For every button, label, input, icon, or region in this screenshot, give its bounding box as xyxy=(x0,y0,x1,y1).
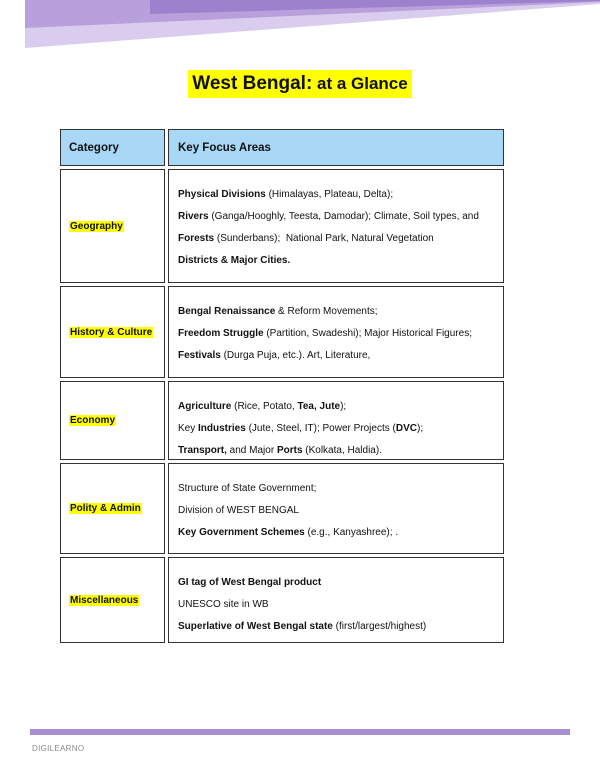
table-row xyxy=(60,169,504,283)
category-label: Miscellaneous xyxy=(70,594,139,606)
focus-text: Industries xyxy=(198,423,246,434)
focus-line xyxy=(178,206,497,228)
header-key-focus: Key Focus Areas xyxy=(168,129,504,166)
focus-text: (Sunderbans); National Park, Natural Vegetation xyxy=(214,233,434,244)
page-title xyxy=(188,70,411,98)
focus-text: DVC xyxy=(395,423,417,434)
focus-line xyxy=(178,184,497,206)
table-row xyxy=(60,381,504,460)
focus-text: Bengal Renaissance xyxy=(178,306,276,317)
title-block xyxy=(0,70,600,98)
focus-line xyxy=(178,228,497,250)
focus-line xyxy=(178,522,497,544)
focus-text: (Durga Puja, etc.). Art, Literature, xyxy=(220,350,371,361)
focus-text: ); xyxy=(416,423,424,434)
focus-text: (e.g., Kanyashree); . xyxy=(304,527,399,538)
focus-text: (Himalayas, Plateau, Delta); xyxy=(265,189,394,200)
focus-line xyxy=(178,301,497,323)
focus-areas-cell xyxy=(168,381,504,460)
focus-text: Division of WEST BENGAL xyxy=(178,505,299,516)
category-cell xyxy=(60,169,165,283)
focus-text: (Kolkata, Haldia). xyxy=(302,445,382,456)
focus-line xyxy=(178,594,497,616)
focus-text: Structure of State Government; xyxy=(178,483,317,494)
focus-text: Festivals xyxy=(178,350,221,361)
focus-line xyxy=(178,572,497,594)
focus-text: Transport, xyxy=(178,445,227,456)
focus-table xyxy=(60,129,504,646)
category-label: Geography xyxy=(70,220,123,232)
category-label: History & Culture xyxy=(70,326,153,338)
focus-text: Rivers xyxy=(178,211,209,222)
header-decoration xyxy=(0,0,600,60)
focus-text: GI tag of West Bengal product xyxy=(178,577,322,588)
focus-text: Physical Divisions xyxy=(178,189,266,200)
focus-line xyxy=(178,478,497,500)
category-label: Polity & Admin xyxy=(70,503,141,514)
focus-text: Forests xyxy=(178,233,215,244)
header-category: Category xyxy=(60,129,165,166)
focus-text: Freedom Struggle xyxy=(178,328,264,339)
focus-text: (Partition, Swadeshi); Major Historical Figures; xyxy=(263,328,472,339)
footer-brand: DIGILEARNO xyxy=(32,744,85,753)
focus-areas-cell xyxy=(168,286,504,378)
focus-text: UNESCO site in WB xyxy=(178,599,269,610)
focus-areas-cell xyxy=(168,557,504,643)
focus-text: (Jute, Steel, IT); Power Projects ( xyxy=(245,423,396,434)
focus-line xyxy=(178,418,497,440)
category-cell xyxy=(60,381,165,460)
category-cell xyxy=(60,557,165,643)
focus-text: Key Government Schemes xyxy=(178,527,305,538)
focus-text: Districts & Major Cities. xyxy=(178,255,291,266)
focus-line xyxy=(178,500,497,522)
focus-text: & Reform Movements; xyxy=(275,306,378,317)
focus-areas-cell xyxy=(168,463,504,554)
focus-line xyxy=(178,323,497,345)
table-row xyxy=(60,557,504,643)
focus-text: Ports xyxy=(276,445,303,456)
focus-text: (Rice, Potato, xyxy=(231,401,298,412)
focus-line xyxy=(178,440,497,462)
category-label: Economy xyxy=(70,415,116,426)
focus-text: Superlative of West Bengal state xyxy=(178,621,333,632)
focus-text: (first/largest/highest) xyxy=(332,621,427,632)
category-cell xyxy=(60,463,165,554)
category-cell xyxy=(60,286,165,378)
focus-text: and Major xyxy=(226,445,277,456)
focus-line xyxy=(178,616,497,638)
focus-text: (Ganga/Hooghly, Teesta, Damodar); Climate, Soil types, and xyxy=(208,211,479,222)
footer-bar xyxy=(30,729,570,735)
focus-areas-cell xyxy=(168,169,504,283)
focus-line xyxy=(178,250,497,272)
focus-text: Key xyxy=(178,423,199,434)
focus-text: Tea, Jute xyxy=(297,401,341,412)
focus-line xyxy=(178,396,497,418)
focus-text: ); xyxy=(340,401,347,412)
title-sub: at a Glance xyxy=(312,74,408,93)
table-row xyxy=(60,463,504,554)
focus-text: Agriculture xyxy=(178,401,232,412)
table-body xyxy=(60,169,504,643)
focus-line xyxy=(178,345,497,367)
table-row xyxy=(60,286,504,378)
table-header-row xyxy=(60,129,504,166)
title-main: West Bengal: xyxy=(192,73,313,94)
